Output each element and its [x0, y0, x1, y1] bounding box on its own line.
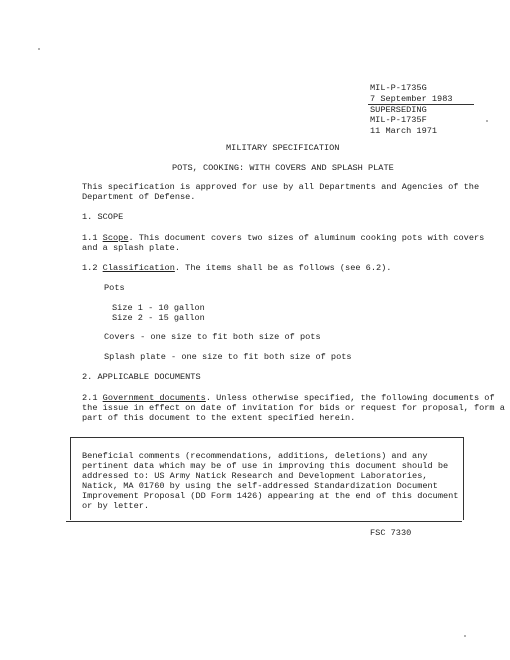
- paragraph-1-2: [82, 263, 391, 274]
- superseding-label: SUPERSEDING: [370, 105, 427, 115]
- notice-line-1: Beneficial comments (recommendations, additions, deletions) and any: [82, 451, 428, 461]
- scan-speck: [38, 48, 40, 50]
- scan-speck: [486, 120, 488, 122]
- paragraph-number: 1.1: [82, 233, 98, 243]
- paragraph-text: . This document covers two sizes of aluminum cooking pots with covers: [128, 233, 485, 243]
- spec-item-title: POTS, COOKING: WITH COVERS AND SPLASH PLATE: [172, 163, 394, 173]
- notice-line-3: addressed to: US Army Natick Research and Development Laboratories,: [82, 471, 428, 481]
- paragraph-text: . Unless otherwise specified, the following documents of: [205, 393, 495, 403]
- section-2-heading: 2. APPLICABLE DOCUMENTS: [82, 372, 201, 382]
- paragraph-2-1-line-2: the issue in effect on date of invitation for bids or request for proposal, form a: [82, 403, 505, 413]
- paragraph-label: Government documents: [102, 393, 206, 403]
- notice-line-6: or by letter.: [82, 501, 150, 511]
- paragraph-2-1-line-1: [82, 393, 495, 404]
- pot-size-1: Size 1 - 10 gallon: [112, 303, 205, 313]
- covers-item: Covers - one size to fit both size of pots: [104, 332, 321, 342]
- paragraph-text: . The items shall be as follows (see 6.2).: [174, 263, 392, 273]
- doc-number: MIL-P-1735G: [370, 83, 427, 93]
- paragraph-number: 2.1: [82, 393, 98, 403]
- superseded-doc-number: MIL-P-1735F: [370, 115, 427, 125]
- paragraph-1-1-line-2: and a splash plate.: [82, 243, 180, 253]
- pots-label: Pots: [104, 283, 125, 293]
- notice-line-5: Improvement Proposal (DD Form 1426) appearing at the end of this document: [82, 491, 459, 501]
- comments-notice-box-bottom-rule: [66, 521, 462, 522]
- paragraph-label: Classification: [102, 263, 175, 273]
- paragraph-2-1-line-3: part of this document to the extent specified herein.: [82, 413, 356, 423]
- spec-type-title: MILITARY SPECIFICATION: [226, 143, 340, 153]
- approval-line-2: Department of Defense.: [82, 192, 196, 202]
- approval-line-1: This specification is approved for use by all Departments and Agencies of the: [82, 182, 480, 192]
- notice-line-4: Natick, MA 01760 by using the self-addressed Standardization Document: [82, 481, 438, 491]
- scan-speck: [464, 635, 466, 637]
- paragraph-label: Scope: [102, 233, 129, 243]
- notice-line-2: pertinent data which may be of use in improving this document should be: [82, 461, 449, 471]
- section-1-heading: 1. SCOPE: [82, 212, 124, 222]
- doc-date: 7 September 1983: [370, 94, 453, 104]
- superseded-date: 11 March 1971: [370, 126, 438, 136]
- paragraph-1-1-line-1: [82, 233, 484, 244]
- pot-size-2: Size 2 - 15 gallon: [112, 313, 205, 323]
- fsc-code: FSC 7330: [370, 528, 412, 538]
- splash-plate-item: Splash plate - one size to fit both size of pots: [104, 352, 352, 362]
- paragraph-number: 1.2: [82, 263, 98, 273]
